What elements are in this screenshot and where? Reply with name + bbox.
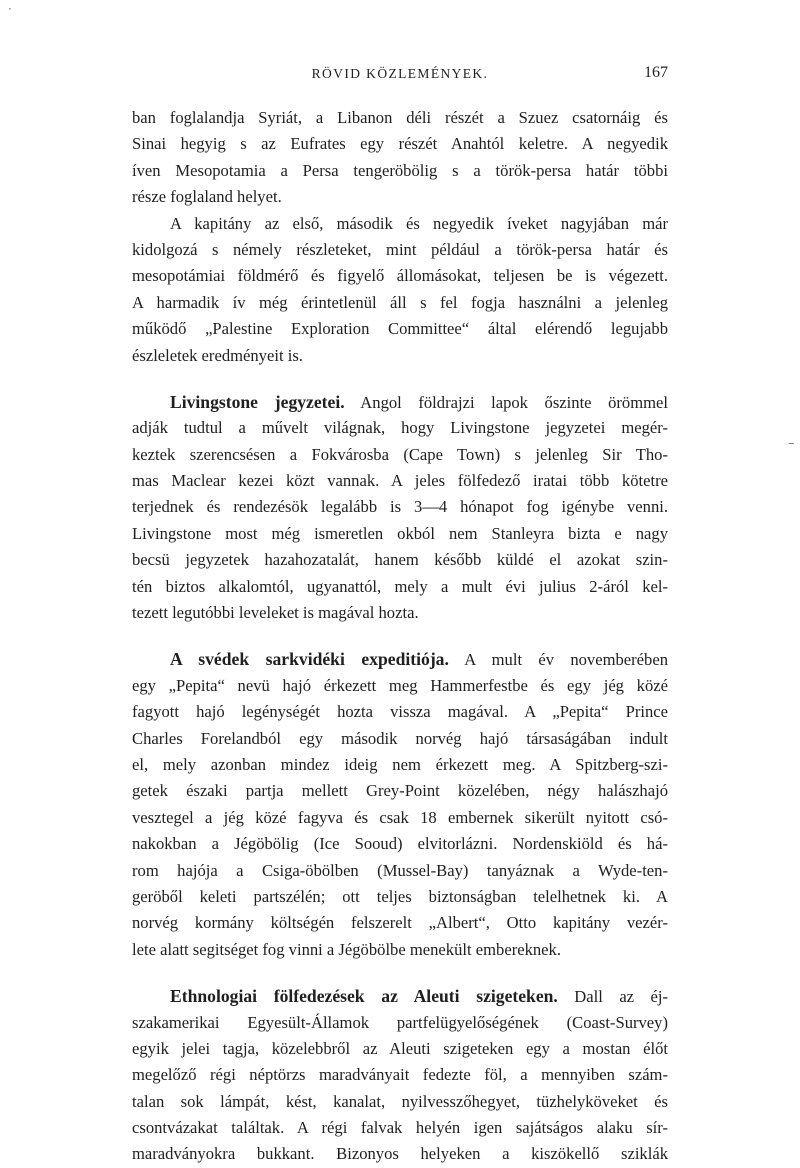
- section-gap: [132, 963, 668, 983]
- news-item-aleutian-discoveries: [132, 983, 668, 1168]
- text-line: mesopotámiai földmérő és figyelő állomásokat, teljesen be is végezett.: [132, 266, 668, 286]
- paragraph: [132, 211, 668, 369]
- text-line: norvég kormány költségén felszerelt „Albert“, Otto kapitány vezér-: [132, 913, 668, 933]
- text-line: getek északi partja mellett Grey-Point közelében, négy halászhajó: [132, 781, 668, 801]
- text-line-run: A mult év novemberében: [464, 650, 669, 670]
- running-head: RÖVID KÖZLEMÉNYEK.: [311, 66, 489, 81]
- text-line: nakokban a Jégöbölig (Ice Sooud) elvitorlázni. Nordenskiöld és há-: [132, 834, 668, 854]
- body-text: [132, 105, 668, 1168]
- section-heading: A svédek sarkvidéki expeditiója.: [170, 649, 449, 670]
- text-line: része foglaland helyet.: [132, 187, 282, 207]
- news-item-livingstone: [132, 389, 668, 627]
- text-line: íven Mesopotamia a Persa tengeröbölig s a török-persa határ többi: [132, 160, 668, 180]
- text-line: adják tudtul a művelt világnak, hogy Livingstone jegyzetei megér-: [132, 418, 668, 438]
- page-header: [132, 64, 668, 88]
- text-line: [132, 646, 668, 672]
- text-line: működő „Palestine Exploration Committee“ által elérendő legujabb: [132, 319, 668, 339]
- section-gap: [132, 369, 668, 389]
- text-line: fagyott hajó legénységét hozta vissza magával. A „Pepita“ Prince: [132, 702, 668, 722]
- margin-mark-right: –: [788, 436, 795, 451]
- text-line: észleletek eredményeit is.: [132, 345, 303, 365]
- paragraph: [132, 105, 668, 211]
- text-line: A harmadik ív még érintetlenül áll s fel fogja használni a jelenleg: [132, 292, 668, 312]
- text-line: geröből keleti partszélén; ott teljes biztonságban telelhetnek ki. A: [132, 886, 668, 906]
- text-line: csontvázakat találtak. A régi falvak helyén igen sajátságos alaku sír-: [132, 1118, 668, 1138]
- text-line: terjednek és rendezésök legalább is 3—4 hónapot fog igénybe venni.: [132, 497, 668, 517]
- page-number: 167: [644, 64, 668, 81]
- text-line: el, mely azonban mindez ideig nem érkezett meg. A Spitzberg-szi-: [132, 754, 668, 774]
- text-line: becsü jegyzetek hazahozatalát, hanem később küldé el azokat szin-: [132, 550, 668, 570]
- text-line: rom hajója a Csiga-öbölben (Mussel-Bay) tanyáznak a Wyde-ten-: [132, 860, 668, 880]
- text-line: szakamerikai Egyesült-Államok partfelügyelőségének (Coast-Survey): [132, 1012, 668, 1032]
- text-line: tén biztos alkalomtól, ugyanattól, mely a mult évi julius 2-áról kel-: [132, 576, 668, 596]
- text-line: megelőző régi néptörzs maradványait fedezte föl, a mennyiben szám-: [132, 1065, 668, 1085]
- text-line: lete alatt segitséget fog vinni a Jégöbölbe menekült embereknek.: [132, 939, 561, 959]
- section-heading: Ethnologiai fölfedezések az Aleuti szigeteken.: [170, 986, 558, 1007]
- text-line: kidolgozá s némely részleteket, mint például a török-persa határ és: [132, 239, 668, 259]
- text-line: vesztegel a jég közé fagyva és csak 18 embernek sikerült nyitott csó-: [132, 807, 668, 827]
- text-line: Livingstone most még ismeretlen okból nem Stanleyra bizta e nagy: [132, 523, 668, 543]
- text-line: egyik jelei tagja, közelebbről az Aleuti szigeteken egy a mostan élőt: [132, 1038, 668, 1058]
- text-line: talan sok lámpát, kést, kanalat, nyilvesszőhegyet, tüzhelyköveket és: [132, 1091, 668, 1111]
- text-line: [132, 983, 668, 1009]
- text-line: tezett legutóbbi leveleket is magával hozta.: [132, 603, 419, 623]
- section-gap: [132, 626, 668, 646]
- text-line: egy „Pepita“ nevü hajó érkezett meg Hammerfestbe és egy jég közé: [132, 675, 668, 695]
- text-line-run: Dall az éj-: [574, 987, 668, 1007]
- margin-mark-left: ·: [8, 2, 12, 16]
- text-line: A kapitány az első, második és negyedik íveket nagyjában már: [170, 213, 668, 233]
- text-line: ban foglalandja Syriát, a Libanon déli részét a Szuez csatornáig és: [132, 108, 668, 127]
- text-line-run: Angol földrajzi lapok őszinte örömmel: [360, 392, 669, 412]
- text-line: mas Maclear kezei közt vannak. A jeles fölfedező iratai több kötetre: [132, 471, 668, 491]
- text-line: maradványokra bukkant. Bizonyos helyeken a kiszökellő sziklák: [132, 1144, 668, 1164]
- text-line: keztek szerencsésen a Fokvárosba (Cape Town) s jelenleg Sir Tho-: [132, 444, 668, 464]
- text-line: [132, 389, 668, 415]
- text-line: Sinai hegyig s az Eufrates egy részét Anahtól keletre. A negyedik: [132, 134, 668, 154]
- text-line: Charles Forelandból egy második norvég hajó társaságában indult: [132, 728, 668, 748]
- section-heading: Livingstone jegyzetei.: [170, 391, 345, 412]
- news-item-swedish-expedition: [132, 646, 668, 963]
